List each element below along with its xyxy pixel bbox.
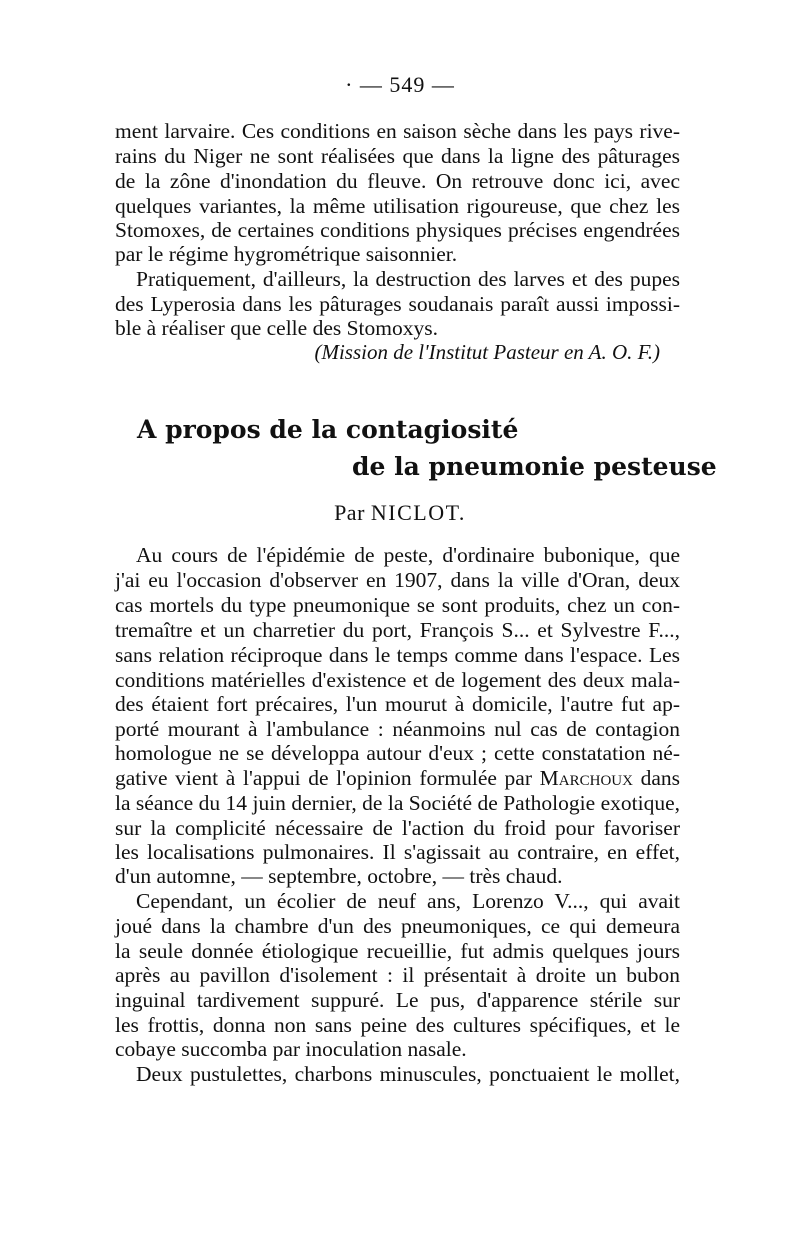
text-line: la séance du 14 juin dernier, de la Société de Pathologie exotique,	[115, 791, 680, 815]
article-title-line-2: de la pneumonie pesteuse	[352, 452, 717, 481]
text-line: Pratiquement, d'ailleurs, la destruction des larves et des pupes	[136, 267, 680, 291]
text-line: ment larvaire. Ces conditions en saison sèche dans les pays rive-	[115, 119, 680, 143]
text-line: j'ai eu l'occasion d'observer en 1907, dans la ville d'Oran, deux	[115, 568, 680, 592]
text-line: ble à réaliser que celle des Stomoxys.	[115, 316, 438, 340]
text-line: après au pavillon d'isolement : il présentait à droite un bubon	[115, 963, 680, 987]
text-fragment: dans	[640, 766, 681, 790]
text-line	[115, 768, 680, 790]
text-line: porté mourant à l'ambulance : néanmoins nul cas de contagion	[115, 717, 680, 741]
text-line: conditions matérielles d'existence et de logement des deux mala-	[115, 668, 680, 692]
text-line: homologue ne se développa autour d'eux ; cette constatation né-	[115, 741, 680, 765]
text-line: sur la complicité nécessaire de l'action du froid pour favoriser	[115, 816, 680, 840]
text-line: de la zône d'inondation du fleuve. On retrouve donc ici, avec	[115, 169, 680, 193]
text-line: cobaye succomba par inoculation nasale.	[115, 1037, 467, 1061]
text-line: Deux pustulettes, charbons minuscules, ponctuaient le mollet,	[136, 1062, 680, 1086]
text-line: sans relation réciproque dans le temps comme dans l'espace. Les	[115, 643, 680, 667]
text-line: par le régime hygrométrique saisonnier.	[115, 242, 458, 266]
text-line: les frottis, donna non sans peine des cultures spécifiques, et le	[115, 1013, 680, 1037]
text-line: Au cours de l'épidémie de peste, d'ordinaire bubonique, que	[136, 543, 680, 567]
text-line: Stomoxes, de certaines conditions physiques précises engendrées	[115, 218, 680, 242]
text-line: d'un automne, — septembre, octobre, — très chaud.	[115, 864, 563, 888]
text-line: la seule donnée étiologique recueillie, fut admis quelques jours	[115, 939, 680, 963]
byline-author: NICLOT.	[370, 500, 466, 525]
text-line: les localisations pulmonaires. Il s'agissait au contraire, en effet,	[115, 840, 680, 864]
text-line: tremaître et un charretier du port, François S... et Sylvestre F...,	[115, 618, 680, 642]
page-number: · — 549 —	[345, 72, 455, 97]
byline	[0, 500, 800, 526]
text-line: des étaient fort précaires, l'un mourut à domicile, l'autre fut ap-	[115, 692, 680, 716]
article-title-line-1: A propos de la contagiosité	[137, 415, 519, 444]
text-line: cas mortels du type pneumonique se sont produits, chez un con-	[115, 593, 680, 617]
text-line: joué dans la chambre d'un des pneumoniques, ce qui demeura	[115, 914, 680, 938]
text-line: inguinal tardivement suppuré. Le pus, d'apparence stérile sur	[115, 988, 680, 1012]
attribution: (Mission de l'Institut Pasteur en A. O. F.)	[314, 340, 660, 364]
cited-author-name: Marchoux	[539, 766, 633, 790]
text-line: quelques variantes, la même utilisation rigoureuse, que chez les	[115, 194, 680, 218]
text-fragment: gative vient à l'appui de l'opinion formulée par	[115, 766, 533, 790]
text-line: des Lyperosia dans les pâturages soudanais paraît aussi impossi-	[115, 292, 680, 316]
text-line: rains du Niger ne sont réalisées que dans la ligne des pâturages	[115, 144, 680, 168]
byline-prefix: Par	[334, 500, 365, 525]
text-line: Cependant, un écolier de neuf ans, Lorenzo V..., qui avait	[136, 889, 680, 913]
